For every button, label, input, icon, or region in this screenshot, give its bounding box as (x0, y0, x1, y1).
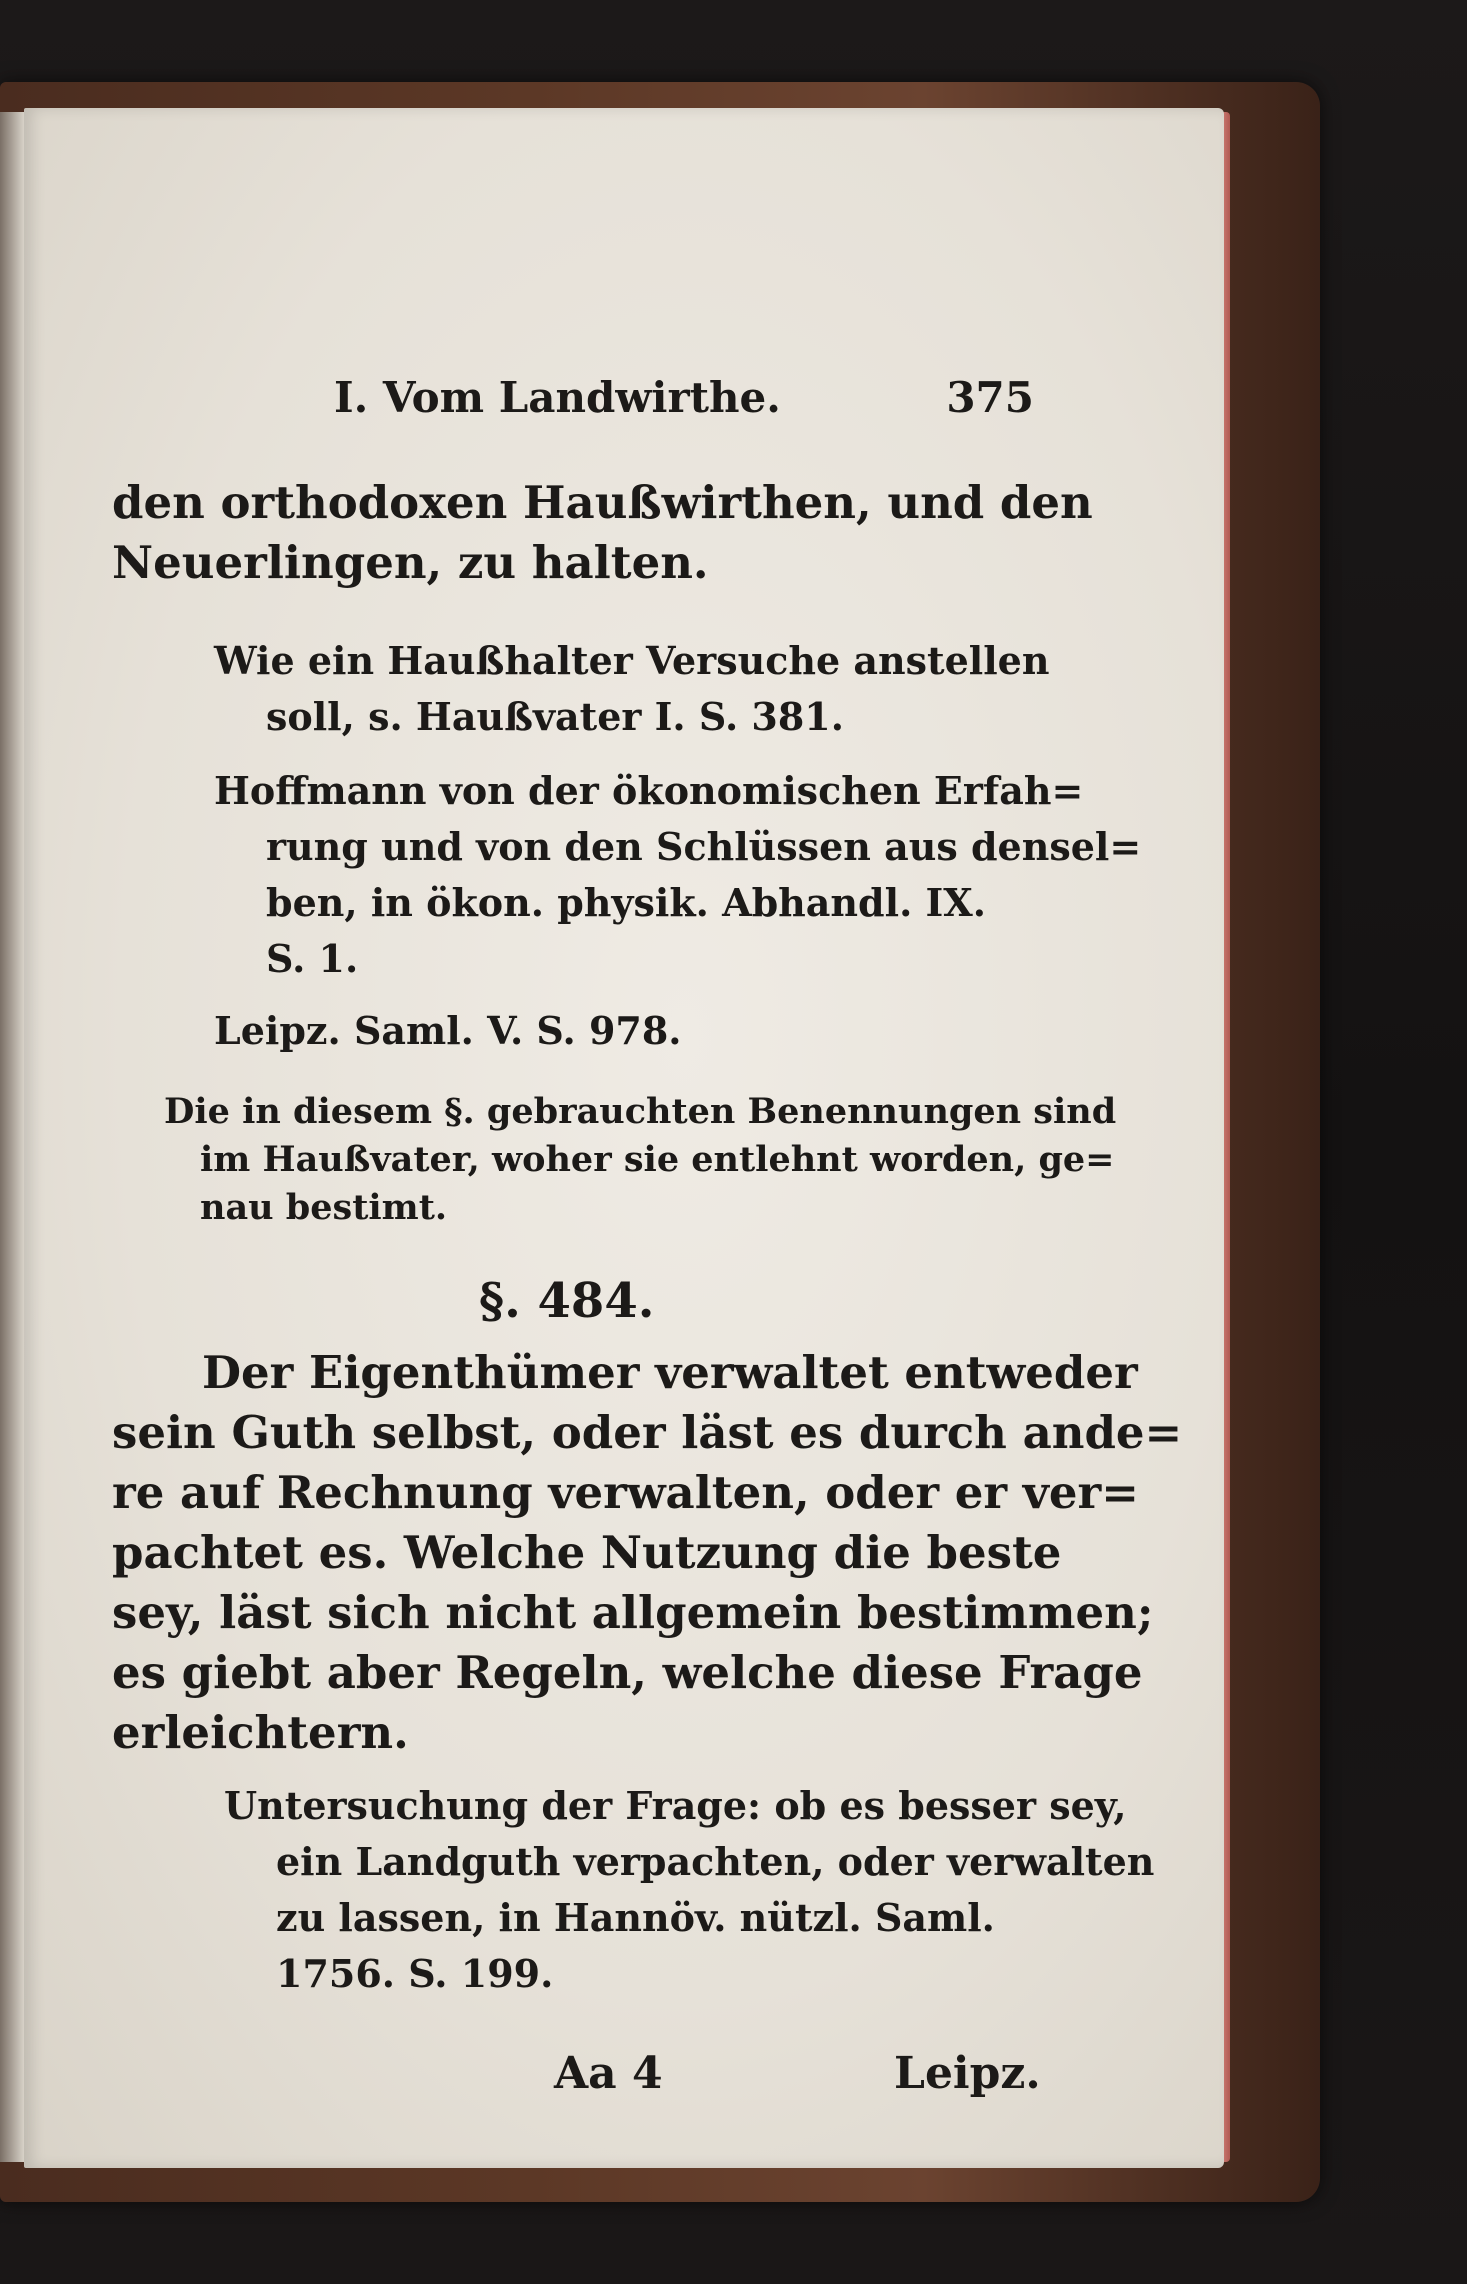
text-line: Untersuchung der Frage: ob es besser sey, (224, 1783, 1127, 1828)
section-heading: §. 484. (479, 1273, 655, 1329)
text-line: rung und von den Schlüssen aus densel= (266, 824, 1142, 869)
text-line: Hoffmann von der ökonomischen Erfah= (214, 768, 1084, 813)
text-line: den orthodoxen Haußwirthen, und den (112, 476, 1093, 529)
left-page-edge (0, 112, 24, 2162)
note-haushalter (214, 633, 1094, 745)
text-line: ben, in ökon. physik. Abhandl. IX. (266, 880, 987, 925)
signature-mark: Aa 4 (554, 2048, 663, 2099)
note-untersuchung (224, 1778, 1155, 2002)
text-line: Die in diesem §. gebrauchten Benennungen sind (164, 1091, 1117, 1132)
text-line: erleichtern. (112, 1706, 409, 1759)
text-line: S. 1. (266, 936, 359, 981)
text-line: re auf Rechnung verwalten, oder er ver= (112, 1466, 1139, 1519)
note-benennungen (164, 1088, 1117, 1232)
paragraph-main (112, 1343, 1183, 1763)
note-hoffmann (214, 763, 1142, 987)
text-line: nau bestimt. (200, 1187, 448, 1228)
running-title: I. Vom Landwirthe. (334, 373, 781, 422)
text-line: zu lassen, in Hannöv. nützl. Saml. (276, 1895, 995, 1940)
page-number: 375 (946, 373, 1034, 422)
text-line: sein Guth selbst, oder läst es durch ande= (112, 1406, 1183, 1459)
page-header (334, 373, 1034, 433)
text-line: Neuerlingen, zu halten. (112, 536, 709, 589)
text-line: im Haußvater, woher sie entlehnt worden, ge= (200, 1139, 1115, 1180)
text-line: ein Landguth verpachten, oder verwalten (276, 1839, 1155, 1884)
text-line: Wie ein Haußhalter Versuche anstellen (214, 638, 1050, 683)
text-line: Der Eigenthümer verwaltet entweder (202, 1346, 1138, 1399)
note-leipz (214, 1003, 1094, 1059)
catchword: Leipz. (894, 2048, 1041, 2099)
book-page (24, 108, 1224, 2168)
paragraph-intro (112, 473, 1093, 593)
text-line: Leipz. Saml. V. S. 978. (214, 1008, 682, 1053)
text-line: es giebt aber Regeln, welche diese Frage (112, 1646, 1143, 1699)
text-line: pachtet es. Welche Nutzung die beste (112, 1526, 1062, 1579)
text-line: sey, läst sich nicht allgemein bestimmen; (112, 1586, 1154, 1639)
text-line: 1756. S. 199. (276, 1951, 554, 1996)
text-line: soll, s. Haußvater I. S. 381. (266, 694, 844, 739)
